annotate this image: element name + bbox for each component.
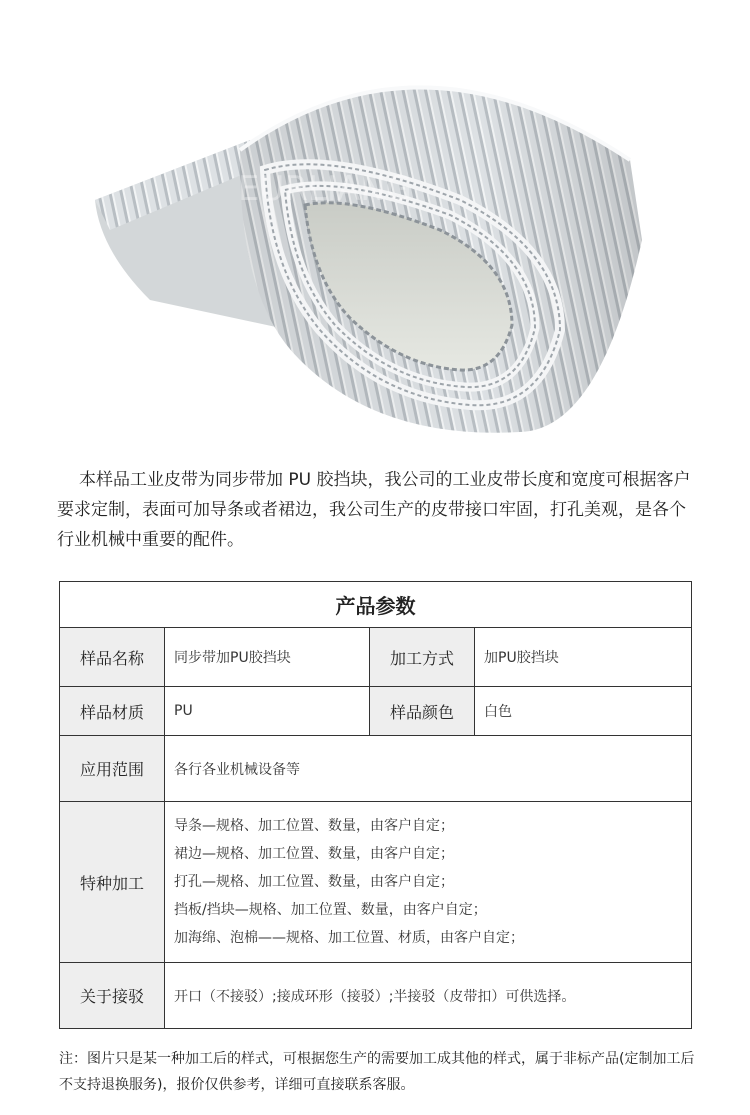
product-photo (0, 0, 750, 455)
material-value: PU (165, 687, 370, 736)
joint-value: 开口（不接驳）;接成环形（接驳）;半接驳（皮带扣）可供选择。 (165, 963, 692, 1029)
material-label: 样品材质 (60, 687, 165, 736)
process-value: 加PU胶挡块 (475, 628, 692, 687)
spec-table (59, 581, 692, 1029)
special-process-label: 特种加工 (60, 802, 165, 963)
process-label: 加工方式 (370, 628, 475, 687)
spec-table-title: 产品参数 (60, 582, 692, 628)
watermark-text: EURLIANG (238, 169, 413, 209)
scope-value: 各行各业机械设备等 (165, 736, 692, 802)
footnote: 注：图片只是某一种加工后的样式，可根据您生产的需要加工成其他的样式，属于非标产品(定制加工后不支持退换服务)，报价仅供参考，详细可直接联系客服。 (59, 1051, 695, 1093)
special-process-line: 打孔—规格、加工位置、数量，由客户自定； (174, 874, 454, 890)
special-process-list (165, 802, 692, 963)
sample-name-label: 样品名称 (60, 628, 165, 687)
intro-paragraph: 本样品工业皮带为同步带加 PU 胶挡块，我公司的工业皮带长度和宽度可根据客户要求定制，表面可加导条或者裙边，我公司生产的皮带接口牢固，打孔美观，是各个行业机械中重要的配件。 (57, 470, 691, 550)
special-process-line: 裙边—规格、加工位置、数量，由客户自定； (174, 846, 454, 862)
color-value: 白色 (475, 687, 692, 736)
special-process-line: 挡板/挡块—规格、加工位置、数量，由客户自定； (174, 902, 487, 918)
color-label: 样品颜色 (370, 687, 475, 736)
belt-roll-image (0, 0, 750, 455)
sample-name-value: 同步带加PU胶挡块 (165, 628, 370, 687)
scope-label: 应用范围 (60, 736, 165, 802)
joint-label: 关于接驳 (60, 963, 165, 1029)
special-process-line: 加海绵、泡棉——规格、加工位置、材质，由客户自定； (174, 930, 524, 946)
special-process-line: 导条—规格、加工位置、数量，由客户自定； (174, 818, 454, 834)
